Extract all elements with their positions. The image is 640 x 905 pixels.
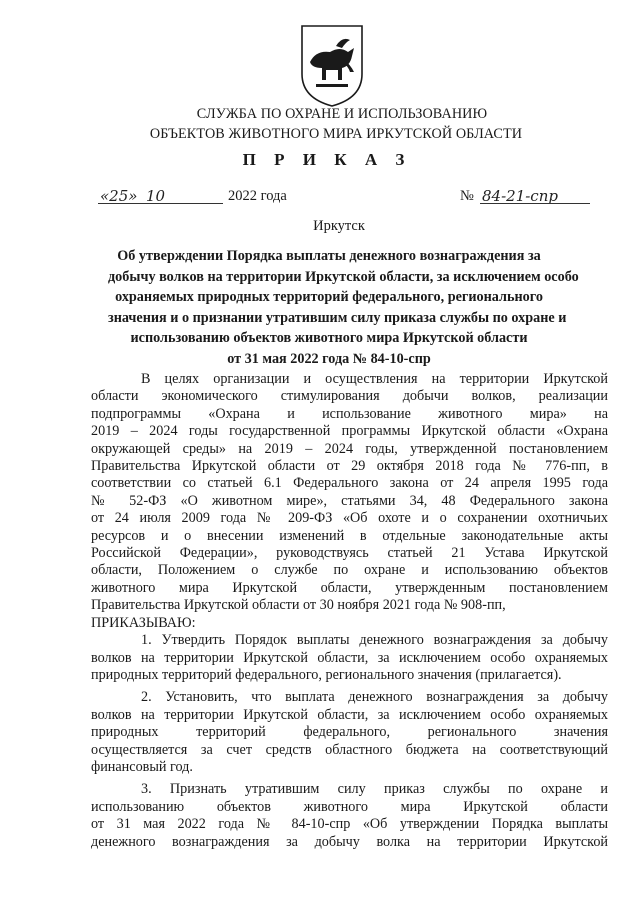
irkutsk-coat-of-arms-emblem [296, 22, 368, 110]
document-title: П Р И К А З [242, 150, 412, 169]
heading-line: охраняемых природных территорий федерального, регионального [115, 289, 543, 306]
heading-line: добычу волков на территории Иркутской области, за исключением особо [108, 268, 579, 285]
body-line-prikazyvayu: ПРИКАЗЫВАЮ: [91, 614, 196, 631]
body-line: волков на территории Иркутской области, за исключением особо охраняемых [91, 706, 608, 723]
heading-line: значения и о признании утратившим силу приказа службы по охране и [108, 309, 567, 326]
body-line: Правительства Иркутской области от 29 октября 2018 года № 776-пп, в [91, 458, 608, 475]
number-underline [480, 203, 590, 204]
body-line: В целях организации и осуществления на территории Иркутской [141, 371, 608, 387]
heading-line: Об утверждении Порядка выплаты денежного вознаграждения за [117, 248, 541, 264]
date-day: «25» [100, 187, 138, 205]
body-line: животного мира Иркутской области, утвержденным постановлением [91, 579, 608, 596]
body-line: 3. Признать утратившим силу приказ службы по охране и [141, 781, 608, 798]
body-line: природных территорий федерального, регионального значения (прилагается). [91, 666, 562, 683]
body-line: 2019 – 2024 годы государственной программы Иркутской области «Охрана [91, 423, 608, 440]
body-line: денежного вознаграждения за добычу волка на территории Иркутской [91, 833, 608, 850]
date-number-row [98, 187, 618, 209]
body-line: № 52-ФЗ «О животном мире», статьями 34, 48 Федерального закона [91, 492, 608, 509]
body-line: Правительства Иркутской области от 30 ноября 2021 года № 908-пп, [91, 597, 506, 614]
heading-line: от 31 мая 2022 года № 84-10-спр [227, 350, 431, 367]
body-line: 1. Утвердить Порядок выплаты денежного вознаграждения за добычу [141, 632, 608, 649]
body-line: 2. Установить, что выплата денежного вознаграждения за добычу [141, 689, 608, 706]
body-line: от 31 мая 2022 года № 84-10-спр «Об утверждении Порядка выплаты [91, 816, 608, 833]
order-number: 84-21-спр [482, 187, 558, 205]
body-line: осуществляется за счет средств областного бюджета на соответствующий [91, 741, 608, 758]
order-body [91, 371, 608, 851]
heading-line: использованию объектов животного мира Иркутской области [130, 330, 528, 347]
body-line: соответствии со статьей 6.1 Федерального закона от 24 апреля 1995 года [91, 475, 608, 492]
body-line: окружающей среды» на 2019 – 2024 годы, утвержденной постановлением [91, 440, 608, 457]
body-line: использованию объектов животного мира Иркутской области [91, 798, 608, 815]
body-line: области, Положением о службе по охране и использованию объектов [91, 562, 608, 579]
body-line: Российской Федерации», руководствуясь статьей 21 Устава Иркутской [91, 545, 608, 562]
agency-name-line-1: СЛУЖБА ПО ОХРАНЕ И ИСПОЛЬЗОВАНИЮ [196, 106, 488, 122]
body-line: ресурсов и о внесении изменений в отдельные законодательные акты [91, 527, 608, 544]
number-sign: № [460, 188, 474, 204]
body-line: подпрограммы «Охрана и использование животного мира» на [91, 405, 608, 422]
agency-name-line-2: ОБЪЕКТОВ ЖИВОТНОГО МИРА ИРКУТСКОЙ ОБЛАСТИ [149, 126, 523, 142]
date-month: 10 [146, 187, 166, 205]
date-underline [98, 203, 223, 204]
body-line: волков на территории Иркутской области, за исключением особо охраняемых [91, 649, 608, 666]
city-name: Иркутск [313, 218, 365, 234]
order-heading [108, 246, 579, 370]
body-line: области экономического стимулирования добычи волков, реализации [91, 388, 608, 405]
body-line: природных территорий федерального, регионального значения [91, 724, 608, 741]
date-year: 2022 года [228, 188, 287, 204]
body-line: финансовый год. [91, 758, 193, 775]
body-line: от 24 июля 2009 года № 209-ФЗ «Об охоте и о сохранении охотничьих [91, 510, 608, 527]
